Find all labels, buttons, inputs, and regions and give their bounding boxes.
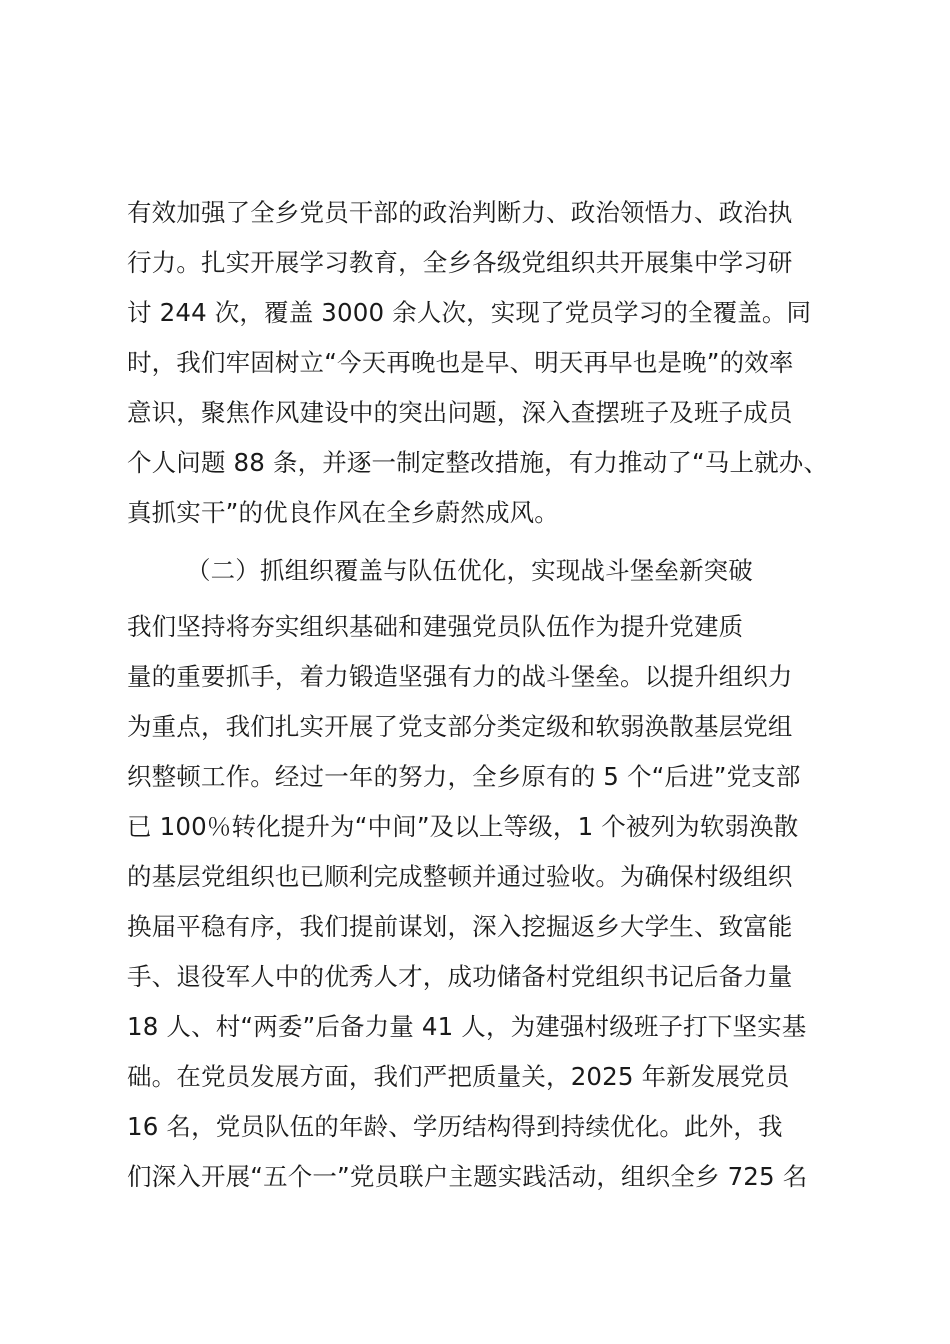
paragraph-line: 意识，聚焦作风建设中的突出问题，深入查摆班子及班子成员 <box>127 398 793 427</box>
paragraph-line: 已 100％转化提升为“中间”及以上等级，1 个被列为软弱涣散 <box>127 812 799 841</box>
paragraph-line: 我们坚持将夯实组织基础和建强党员队伍作为提升党建质 <box>127 612 744 641</box>
paragraph-line: 的基层党组织也已顺利完成整顿并通过验收。为确保村级组织 <box>127 862 793 891</box>
paragraph-line: 为重点，我们扎实开展了党支部分类定级和软弱涣散基层党组 <box>127 712 793 741</box>
paragraph-line: 手、退役军人中的优秀人才，成功储备村党组织书记后备力量 <box>127 962 793 991</box>
paragraph-line: 时，我们牢固树立“今天再晚也是早、明天再早也是晚”的效率 <box>127 348 794 377</box>
paragraph-line: 16 名，党员队伍的年龄、学历结构得到持续优化。此外，我 <box>127 1112 783 1141</box>
paragraph-line: 织整顿工作。经过一年的努力，全乡原有的 5 个“后进”党支部 <box>127 762 801 791</box>
paragraph-line: 量的重要抓手，着力锻造坚强有力的战斗堡垒。以提升组织力 <box>127 662 793 691</box>
paragraph-line: 真抓实干”的优良作风在全乡蔚然成风。 <box>127 498 559 527</box>
paragraph-line: 们深入开展“五个一”党员联户主题实践活动，组织全乡 725 名 <box>127 1162 808 1191</box>
section-heading: （二）抓组织覆盖与队伍优化，实现战斗堡垒新突破 <box>186 556 753 585</box>
paragraph-line: 讨 244 次，覆盖 3000 余人次，实现了党员学习的全覆盖。同 <box>127 298 812 327</box>
paragraph-line: 18 人、村“两委”后备力量 41 人，为建强村级班子打下坚实基 <box>127 1012 807 1041</box>
paragraph-line: 个人问题 88 条，并逐一制定整改措施，有力推动了“马上就办、 <box>127 448 829 477</box>
paragraph-line: 换届平稳有序，我们提前谋划，深入挖掘返乡大学生、致富能 <box>127 912 793 941</box>
paragraph-line: 有效加强了全乡党员干部的政治判断力、政治领悟力、政治执 <box>127 198 793 227</box>
paragraph-line: 础。在党员发展方面，我们严把质量关，2025 年新发展党员 <box>127 1062 790 1091</box>
paragraph-line: 行力。扎实开展学习教育，全乡各级党组织共开展集中学习研 <box>127 248 793 277</box>
